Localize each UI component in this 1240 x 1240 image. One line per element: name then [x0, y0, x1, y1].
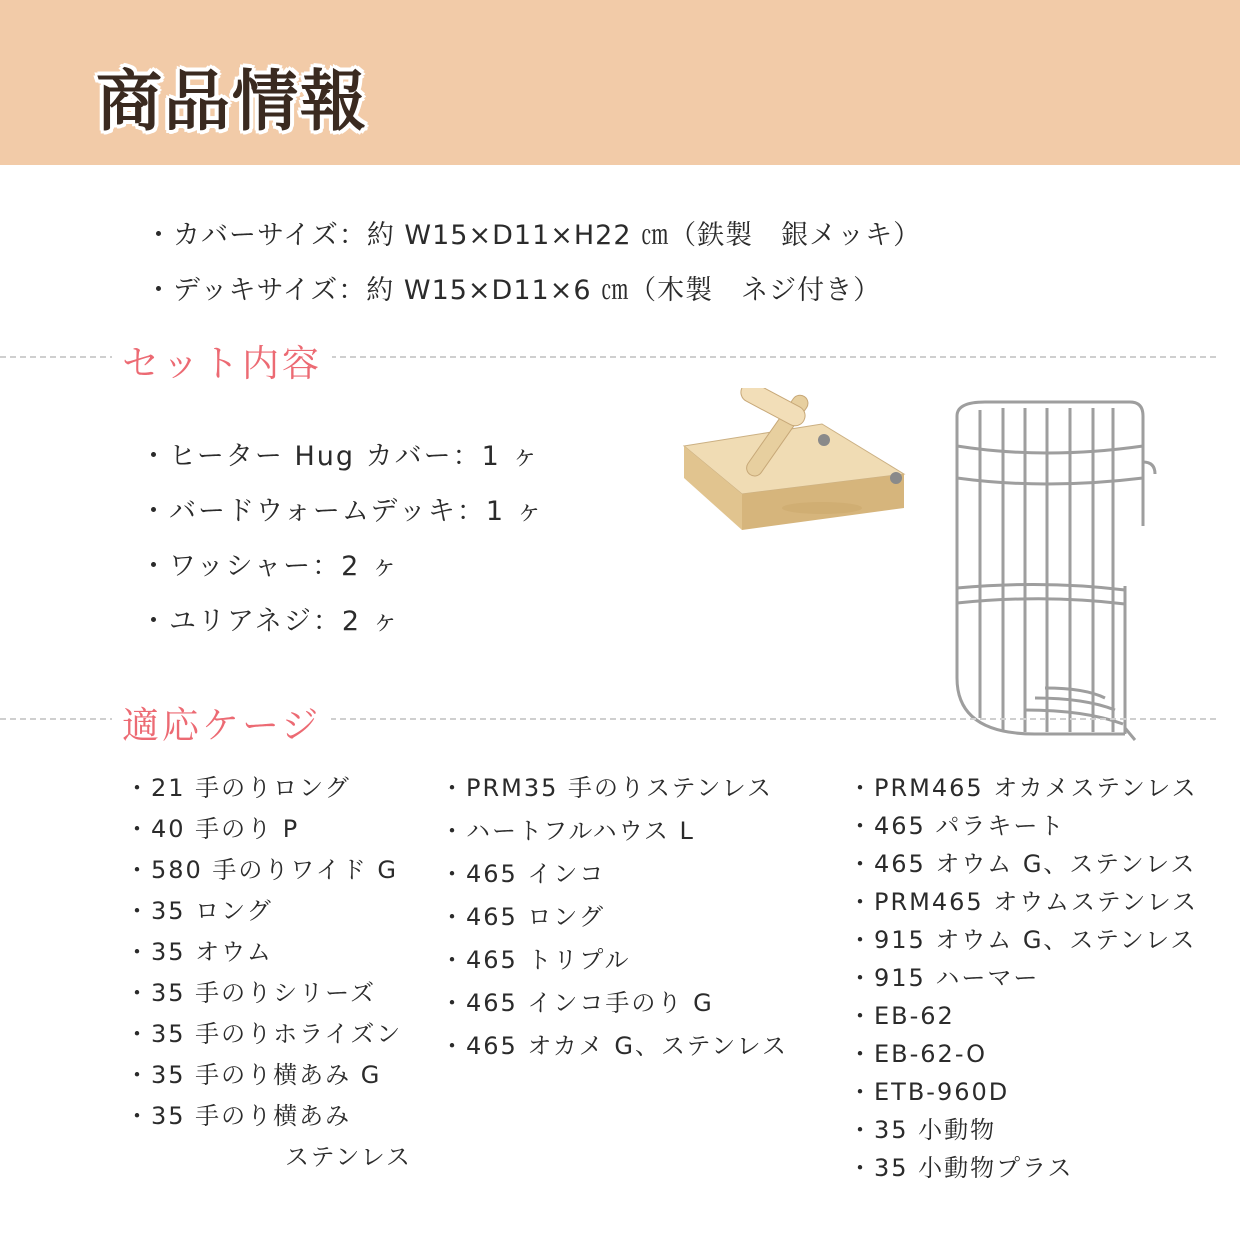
cage-item: ・35 手のりホライズン	[125, 1020, 403, 1048]
set-item: ・ヒーター Hug カバー：1 ヶ	[140, 441, 541, 472]
wooden-deck-image	[672, 388, 912, 538]
cage-item: ・915 ハーマー	[848, 964, 1040, 992]
set-contents-title: セット内容	[112, 333, 332, 387]
cage-item: ・35 手のり横あみ	[125, 1102, 352, 1130]
compatible-cages-title: 適応ケージ	[112, 695, 331, 749]
cage-item: ・40 手のり P	[125, 815, 300, 843]
cage-item: ・ハートフルハウス L	[440, 817, 695, 845]
cage-item: ・PRM465 オウムステンレス	[848, 888, 1199, 916]
cage-item: ・35 オウム	[125, 938, 273, 966]
cage-list-column-1	[125, 768, 412, 1177]
cage-item: ・465 ロング	[440, 903, 605, 931]
cage-item: ・EB-62	[848, 1002, 955, 1030]
set-item: ・バードウォームデッキ：1 ヶ	[140, 496, 545, 527]
set-item: ・ワッシャー：2 ヶ	[140, 551, 400, 582]
cage-item: ・915 オウム G、ステンレス	[848, 926, 1197, 954]
cage-item-continuation: ステンレス	[285, 1143, 412, 1171]
cage-item: ・465 インコ	[440, 860, 606, 888]
cage-item: ・PRM35 手のりステンレス	[440, 774, 774, 802]
set-contents-header	[0, 335, 1240, 385]
compatible-cages-header	[0, 697, 1240, 747]
cage-item: ・PRM465 オカメステンレス	[848, 774, 1198, 802]
cage-list-column-2	[440, 768, 788, 1069]
cage-item: ・465 オカメ G、ステンレス	[440, 1032, 788, 1060]
cage-item: ・35 小動物	[848, 1116, 997, 1144]
cage-item: ・465 パラキート	[848, 812, 1066, 840]
deck-size-line: ・デッキサイズ：約 W15×D11×6 ㎝（木製 ネジ付き）	[145, 275, 882, 306]
set-item: ・ユリアネジ：2 ヶ	[140, 606, 401, 637]
cage-item: ・465 インコ手のり G	[440, 989, 714, 1017]
cage-item: ・35 手のり横あみ G	[125, 1061, 382, 1089]
wire-cage-image	[945, 398, 1160, 748]
cage-item: ・35 手のりシリーズ	[125, 979, 376, 1007]
header-banner	[0, 0, 1240, 165]
cage-item: ・35 小動物プラス	[848, 1154, 1074, 1182]
cover-size-line: ・カバーサイズ：約 W15×D11×H22 ㎝（鉄製 銀メッキ）	[145, 220, 922, 251]
cage-item: ・465 トリプル	[440, 946, 631, 974]
cage-item: ・ETB-960D	[848, 1078, 1010, 1106]
page-title: 商品情報	[96, 63, 368, 140]
cage-item: ・35 ロング	[125, 897, 273, 925]
cage-item: ・21 手のりロング	[125, 774, 351, 802]
cage-item: ・465 オウム G、ステンレス	[848, 850, 1197, 878]
cage-item: ・580 手のりワイド G	[125, 856, 398, 884]
cage-item: ・EB-62-O	[848, 1040, 988, 1068]
cage-list-column-3	[848, 768, 1198, 1186]
